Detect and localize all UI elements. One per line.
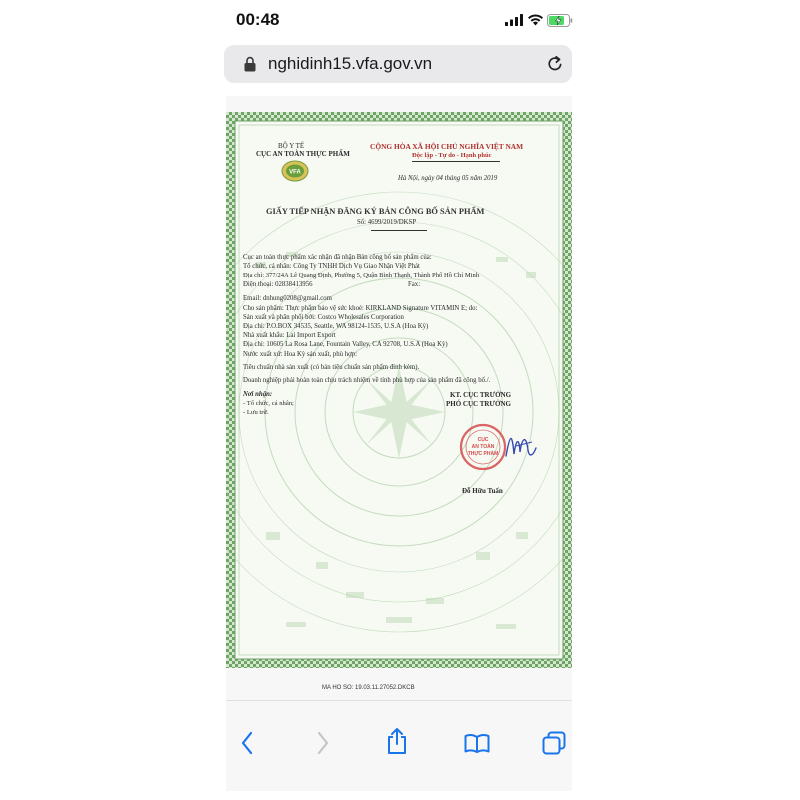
decorative-frame-pattern bbox=[226, 112, 572, 668]
certificate-title: GIẤY TIẾP NHẬN ĐĂNG KÝ BẢN CÔNG BỐ SẢN PHẨM bbox=[266, 207, 485, 216]
certificate-document bbox=[226, 112, 572, 668]
place-date: Hà Nội, ngày 04 tháng 05 năm 2019 bbox=[398, 175, 498, 182]
status-time: 00:48 bbox=[236, 10, 280, 29]
address-line: Địa chỉ: 377/24A Lê Quang Định, Phường 5, Quận Bình Thạnh, Thành Phố Hồ Chí Minh bbox=[243, 272, 480, 279]
manufacturer-address-line: Địa chỉ: P.O.BOX 34535, Seattle, WA 98124-1535, U.S.A (Hoa Kỳ) bbox=[243, 323, 429, 330]
svg-text:AN TOÀN: AN TOÀN bbox=[471, 444, 495, 450]
status-bar bbox=[0, 0, 800, 44]
product-line: Cho sản phẩm: Thực phẩm bảo vệ sức khoẻ: KIRKLAND Signature VITAMIN E; do: bbox=[243, 305, 478, 312]
forward-chevron-icon[interactable] bbox=[316, 731, 330, 755]
republic-heading: CỘNG HÒA XÃ HỘI CHỦ NGHĨA VIỆT NAM bbox=[370, 142, 524, 151]
exporter-line: Nhà xuất khẩu: Lai Import Export bbox=[243, 332, 336, 339]
signer-name: Đỗ Hữu Tuấn bbox=[462, 487, 503, 495]
organization-line: Tổ chức, cá nhân: Công Ty TNHH Dịch Vụ Giao Nhận Việt Phát bbox=[243, 263, 420, 270]
origin-line: Nước xuất xứ: Hoa Kỳ sản xuất, phù hợp: bbox=[243, 351, 358, 358]
wifi-icon bbox=[527, 13, 544, 26]
exporter-address-line: Địa chỉ: 10605 La Rosa Lane, Fountain Valley, CA 92708, U.S.A (Hoa Kỳ) bbox=[243, 341, 448, 348]
recipient-item: - Lưu trữ. bbox=[243, 409, 269, 416]
web-content[interactable] bbox=[226, 96, 572, 700]
signer-title-2: PHÓ CỤC TRƯỞNG bbox=[446, 400, 511, 408]
fax-label: Fax: bbox=[408, 281, 421, 288]
back-chevron-icon[interactable] bbox=[240, 731, 254, 755]
browser-toolbar bbox=[226, 700, 572, 791]
official-red-stamp bbox=[458, 422, 508, 472]
svg-text:THỰC PHẨM: THỰC PHẨM bbox=[467, 451, 499, 457]
tabs-icon[interactable] bbox=[542, 731, 566, 755]
ministry-name: BỘ Y TẾ bbox=[278, 142, 305, 150]
cellular-signal-icon bbox=[505, 14, 523, 26]
recipient-item: - Tổ chức, cá nhân; bbox=[243, 400, 294, 407]
handwritten-signature bbox=[502, 426, 542, 466]
certificate-number: Số: 4699/2019/DKSP bbox=[357, 219, 417, 226]
lock-icon bbox=[244, 56, 256, 72]
intro-line: Cục an toàn thực phẩm xác nhận đã nhận Bản công bố sản phẩm của: bbox=[243, 254, 432, 261]
standard-line: Tiêu chuẩn nhà sản xuất (có bản tiêu chuẩn sản phẩm đính kèm). bbox=[243, 364, 420, 371]
phone-line: Điện thoại: 02838413956 bbox=[243, 281, 313, 288]
title-underline bbox=[371, 230, 427, 231]
url-text: nghidinh15.vfa.gov.vn bbox=[268, 54, 433, 73]
dossier-code: MA HO SO: 19.03.11.27052.DKCB bbox=[322, 685, 415, 691]
signer-title-1: KT. CỤC TRƯỞNG bbox=[450, 391, 512, 399]
recipients-label: Nơi nhận: bbox=[243, 391, 273, 398]
department-name: CỤC AN TOÀN THỰC PHẨM bbox=[256, 150, 350, 158]
svg-text:CỤC: CỤC bbox=[477, 437, 489, 443]
svg-text:VFA: VFA bbox=[289, 169, 301, 176]
motto: Độc lập - Tự do - Hạnh phúc bbox=[412, 152, 492, 159]
reload-icon[interactable] bbox=[546, 55, 564, 73]
battery-charging-icon bbox=[547, 14, 573, 27]
back-chevron-icon-path bbox=[243, 733, 251, 753]
book-icon[interactable] bbox=[464, 733, 490, 753]
motto-underline bbox=[412, 161, 500, 162]
share-icon[interactable] bbox=[386, 727, 408, 755]
address-bar[interactable] bbox=[224, 45, 572, 83]
responsibility-line: Doanh nghiệp phải hoàn toàn chịu trách nhiệm về tính phù hợp của sản phẩm đã công bố./. bbox=[243, 377, 491, 384]
email-line: Email: dnhung0208@gmail.com bbox=[243, 295, 332, 302]
vfa-logo bbox=[281, 159, 309, 183]
manufacturer-line: Sản xuất và phân phối bởi: Costco Wholesales Corporation bbox=[243, 314, 404, 321]
